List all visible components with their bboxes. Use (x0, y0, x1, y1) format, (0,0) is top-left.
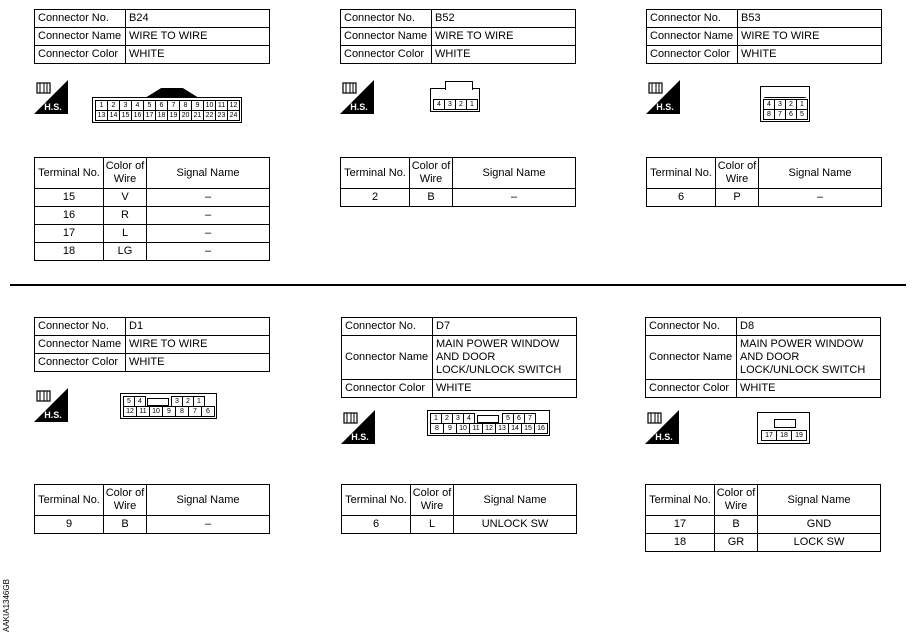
connector-info-table (34, 9, 270, 64)
pin: 15 (119, 110, 132, 121)
harness-side-icon (646, 80, 680, 114)
connector-color: WHITE (433, 380, 577, 398)
table-row: 16 R – (35, 207, 270, 225)
header-terminal-no: Terminal No. (342, 485, 411, 516)
header-terminal-no: Terminal No. (35, 485, 104, 516)
header-signal-name: Signal Name (758, 485, 881, 516)
connector-info-table (34, 317, 270, 372)
pin: 8 (175, 406, 189, 417)
harness-side-icon (34, 388, 68, 422)
connector-face-b24 (92, 97, 242, 123)
pin: 5 (123, 396, 135, 407)
pin: 7 (774, 109, 786, 120)
header-signal-name: Signal Name (454, 485, 577, 516)
pin: 3 (452, 413, 464, 424)
header-color-of-wire: Color of Wire (715, 485, 758, 516)
header-signal-name: Signal Name (759, 158, 882, 189)
pin: 16 (131, 110, 144, 121)
pin: 6 (155, 100, 168, 111)
connector-face-d7 (427, 410, 550, 436)
pin: 3 (774, 99, 786, 110)
pin: 7 (188, 406, 202, 417)
label-connector-name: Connector Name (35, 336, 126, 354)
pin: 16 (534, 423, 548, 434)
label-connector-color: Connector Color (341, 46, 432, 64)
pin: 11 (469, 423, 483, 434)
pin: 22 (203, 110, 216, 121)
harness-side-icon (645, 410, 679, 444)
pin: 13 (95, 110, 108, 121)
pin: 2 (455, 99, 467, 110)
pin: 9 (443, 423, 457, 434)
connector-name: WIRE TO WIRE (432, 28, 576, 46)
pin: 1 (193, 396, 205, 407)
pin: 21 (191, 110, 204, 121)
latch (147, 398, 169, 406)
label-connector-name: Connector Name (341, 28, 432, 46)
label-connector-no: Connector No. (646, 318, 737, 336)
pin: 4 (134, 396, 146, 407)
connector-name: WIRE TO WIRE (126, 28, 270, 46)
svg-text:H.S.: H.S. (44, 102, 62, 112)
table-row: 9 B – (35, 516, 270, 534)
connector-info-table (645, 317, 881, 398)
label-connector-name: Connector Name (647, 28, 738, 46)
label-connector-no: Connector No. (35, 318, 126, 336)
pin: 3 (119, 100, 132, 111)
header-color-of-wire: Color of Wire (104, 485, 147, 516)
connector-no: D7 (433, 318, 577, 336)
pin: 7 (524, 413, 536, 424)
header-signal-name: Signal Name (147, 485, 270, 516)
pin: 8 (430, 423, 444, 434)
terminal-table-d7 (341, 484, 577, 534)
header-signal-name: Signal Name (453, 158, 576, 189)
connector-block-b53 (646, 9, 882, 64)
connector-info-table (646, 9, 882, 64)
harness-side-icon (34, 80, 68, 114)
pin: 9 (162, 406, 176, 417)
pin: 8 (763, 109, 775, 120)
connector-no: B24 (126, 10, 270, 28)
table-row: 17 B GND (646, 516, 881, 534)
label-connector-color: Connector Color (646, 380, 737, 398)
pin: 14 (508, 423, 522, 434)
figure-code: AAKIA1346GB (2, 579, 11, 632)
pin: 23 (215, 110, 228, 121)
connector-face-b53 (760, 86, 810, 122)
connector-name: WIRE TO WIRE (738, 28, 882, 46)
terminal-table-b52 (340, 157, 576, 207)
header-signal-name: Signal Name (147, 158, 270, 189)
pin: 11 (136, 406, 150, 417)
connector-no: B52 (432, 10, 576, 28)
latch (477, 415, 499, 423)
pin: 1 (796, 99, 808, 110)
pin: 6 (201, 406, 215, 417)
label-connector-color: Connector Color (647, 46, 738, 64)
connector-color: WHITE (126, 46, 270, 64)
table-row: 18 GR LOCK SW (646, 534, 881, 552)
pin: 17 (143, 110, 156, 121)
header-terminal-no: Terminal No. (341, 158, 410, 189)
connector-color: WHITE (432, 46, 576, 64)
connector-face-b52 (430, 88, 480, 112)
svg-text:H.S.: H.S. (350, 102, 368, 112)
terminal-table-d8 (645, 484, 881, 552)
section-divider (10, 284, 906, 286)
pin: 4 (433, 99, 445, 110)
label-connector-name: Connector Name (646, 336, 737, 380)
pin: 14 (107, 110, 120, 121)
table-row: 15 V – (35, 189, 270, 207)
terminal-table-b24 (34, 157, 270, 261)
pin: 8 (179, 100, 192, 111)
connector-color: WHITE (126, 354, 270, 372)
pin: 12 (123, 406, 137, 417)
header-terminal-no: Terminal No. (35, 158, 104, 189)
connector-info-table (340, 9, 576, 64)
connector-no: D8 (737, 318, 881, 336)
pin: 18 (776, 430, 792, 441)
pin: 5 (796, 109, 808, 120)
table-row: 6 L UNLOCK SW (342, 516, 577, 534)
connector-block-b24 (34, 9, 270, 64)
pin: 6 (785, 109, 797, 120)
pin: 17 (761, 430, 777, 441)
svg-text:H.S.: H.S. (44, 410, 62, 420)
label-connector-name: Connector Name (35, 28, 126, 46)
connector-face-d8 (757, 412, 810, 444)
pin: 5 (502, 413, 514, 424)
connector-name: WIRE TO WIRE (126, 336, 270, 354)
pin: 12 (227, 100, 240, 111)
connector-name: MAIN POWER WINDOW AND DOOR LOCK/UNLOCK SWITCH (737, 336, 881, 380)
connector-color: WHITE (737, 380, 881, 398)
pin: 10 (149, 406, 163, 417)
connector-name: MAIN POWER WINDOW AND DOOR LOCK/UNLOCK SWITCH (433, 336, 577, 380)
header-terminal-no: Terminal No. (646, 485, 715, 516)
pin: 9 (191, 100, 204, 111)
table-row: 2 B – (341, 189, 576, 207)
connector-block-d7 (341, 317, 577, 398)
pin: 10 (203, 100, 216, 111)
label-connector-no: Connector No. (341, 10, 432, 28)
label-connector-no: Connector No. (647, 10, 738, 28)
pin: 18 (155, 110, 168, 121)
svg-text:H.S.: H.S. (656, 102, 674, 112)
connector-no: D1 (126, 318, 270, 336)
svg-text:H.S.: H.S. (351, 432, 369, 442)
pin: 5 (143, 100, 156, 111)
pin: 19 (167, 110, 180, 121)
pin: 19 (791, 430, 807, 441)
pin: 2 (785, 99, 797, 110)
label-connector-no: Connector No. (35, 10, 126, 28)
table-row: 17 L – (35, 225, 270, 243)
pin: 13 (495, 423, 509, 434)
pin: 4 (131, 100, 144, 111)
connector-info-table (341, 317, 577, 398)
pin: 20 (179, 110, 192, 121)
pin: 2 (182, 396, 194, 407)
header-color-of-wire: Color of Wire (410, 158, 453, 189)
table-row: 18 LG – (35, 243, 270, 261)
pin: 10 (456, 423, 470, 434)
pin: 1 (430, 413, 442, 424)
label-connector-no: Connector No. (342, 318, 433, 336)
pin: 1 (95, 100, 108, 111)
label-connector-color: Connector Color (35, 46, 126, 64)
pin: 7 (167, 100, 180, 111)
pin: 24 (227, 110, 240, 121)
pin: 4 (763, 99, 775, 110)
pin: 4 (463, 413, 475, 424)
connector-face-d1 (120, 393, 217, 419)
header-color-of-wire: Color of Wire (104, 158, 147, 189)
pin: 3 (444, 99, 456, 110)
connector-color: WHITE (738, 46, 882, 64)
terminal-table-b53 (646, 157, 882, 207)
harness-side-icon (340, 80, 374, 114)
connector-block-d8 (645, 317, 881, 398)
pin: 1 (466, 99, 478, 110)
label-connector-name: Connector Name (342, 336, 433, 380)
header-color-of-wire: Color of Wire (411, 485, 454, 516)
harness-side-icon (341, 410, 375, 444)
connector-no: B53 (738, 10, 882, 28)
terminal-table-d1 (34, 484, 270, 534)
pin: 11 (215, 100, 228, 111)
label-connector-color: Connector Color (35, 354, 126, 372)
connector-block-d1 (34, 317, 270, 372)
label-connector-color: Connector Color (342, 380, 433, 398)
pin: 2 (107, 100, 120, 111)
pin: 12 (482, 423, 496, 434)
header-color-of-wire: Color of Wire (716, 158, 759, 189)
pin: 15 (521, 423, 535, 434)
pin: 6 (513, 413, 525, 424)
table-row: 6 P – (647, 189, 882, 207)
svg-text:H.S.: H.S. (655, 432, 673, 442)
connector-block-b52 (340, 9, 576, 64)
pin: 2 (441, 413, 453, 424)
header-terminal-no: Terminal No. (647, 158, 716, 189)
pin: 3 (171, 396, 183, 407)
